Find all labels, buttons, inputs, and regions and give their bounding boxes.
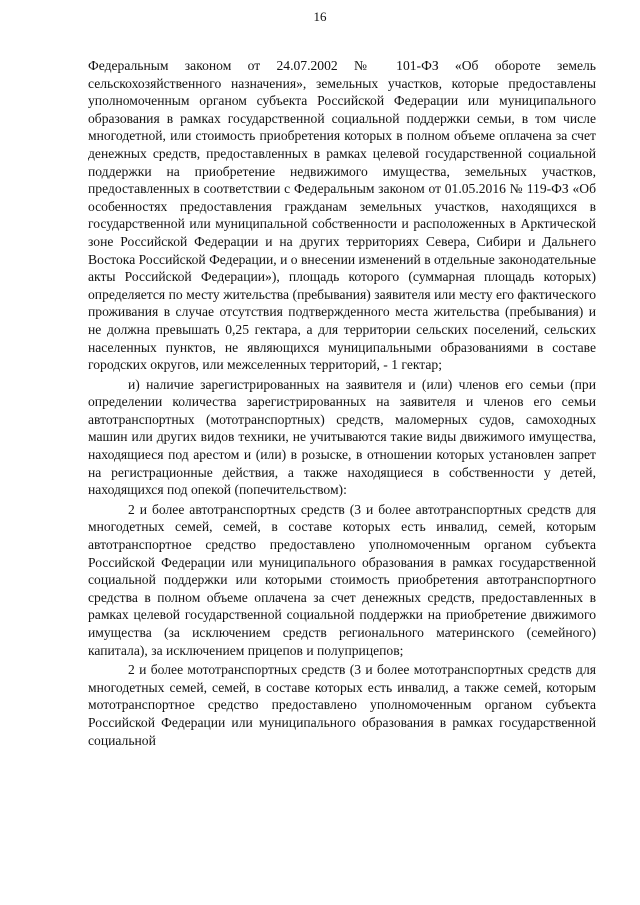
document-body: [88, 57, 596, 749]
paragraph-item-i: и) наличие зарегистрированных на заявителя и (или) членов его семьи (при определении количества зарегистрированных на заявителя и членов его семьи автотранспортных (мототранспортных) средств, маломерных судов, самоходных машин или других видов техники, не учитываются такие виды движимого имущества, находящиеся под арестом и (или) в розыске, в отношении которых установлен запрет на регистрационные действия, а также находящиеся в собственности у детей, находящихся под опекой (попечительством):: [88, 376, 596, 498]
paragraph-motor-vehicles: 2 и более автотранспортных средств (3 и более автотранспортных средств для многодетных семей, семей, в составе которых есть инвалид, семей, которым автотранспортное средство предоставлено уполномоченным органом субъекта Российской Федерации или муниципального образования в рамках государственной социальной поддержки или которыми стоимость приобретения автотранспортного средства в полном объеме оплачена за счет денежных средств, предоставленных в рамках целевой государственной социальной поддержки на приобретение движимого имущества (за исключением средств регионального материнского (семейного) капитала), за исключением прицепов и полуприцепов;: [88, 501, 596, 658]
paragraph-land-plots: Федеральным законом от 24.07.2002 № 101-ФЗ «Об обороте земель сельскохозяйственного назначения», земельных участков, которые предоставлены уполномоченным органом субъекта Российской Федерации или муниципального образования в рамках государственной социальной поддержки семьи, в том числе многодетной, или стоимость приобретения которых в полном объеме оплачена за счет денежных средств, предоставленных в рамках целевой государственной социальной поддержки на приобретение недвижимого имущества, земельных участков, предоставленных в соответствии с Федеральным законом от 01.05.2016 № 119-ФЗ «Об особенностях предоставления гражданам земельных участков, находящихся в государственной или муниципальной собственности и расположенных в Арктической зоне Российской Федерации и на других территориях Севера, Сибири и Дальнего Востока Российской Федерации, и о внесении изменений в отдельные законодательные акты Российской Федерации»), площадь которого (суммарная площадь которых) определяется по месту жительства (пребывания) заявителя или месту его фактического проживания в случае отсутствия подтвержденного места жительства (пребывания) и не должна превышать 0,25 гектара, а для территории сельских поселений, сельских населенных пунктов, не являющихся муниципальными образованиями в составе городских округов, или межселенных территорий, - 1 гектар;: [88, 58, 596, 373]
page-number: 16: [313, 9, 327, 24]
paragraph-motorcycles: 2 и более мототранспортных средств (3 и более мототранспортных средств для многодетных семей, семей, в составе которых есть инвалид, а также семей, которым мототранспортное средство предоставлено уполномоченным органом субъекта Российской Федерации или муниципального образования в рамках государственной социальной: [88, 662, 596, 748]
